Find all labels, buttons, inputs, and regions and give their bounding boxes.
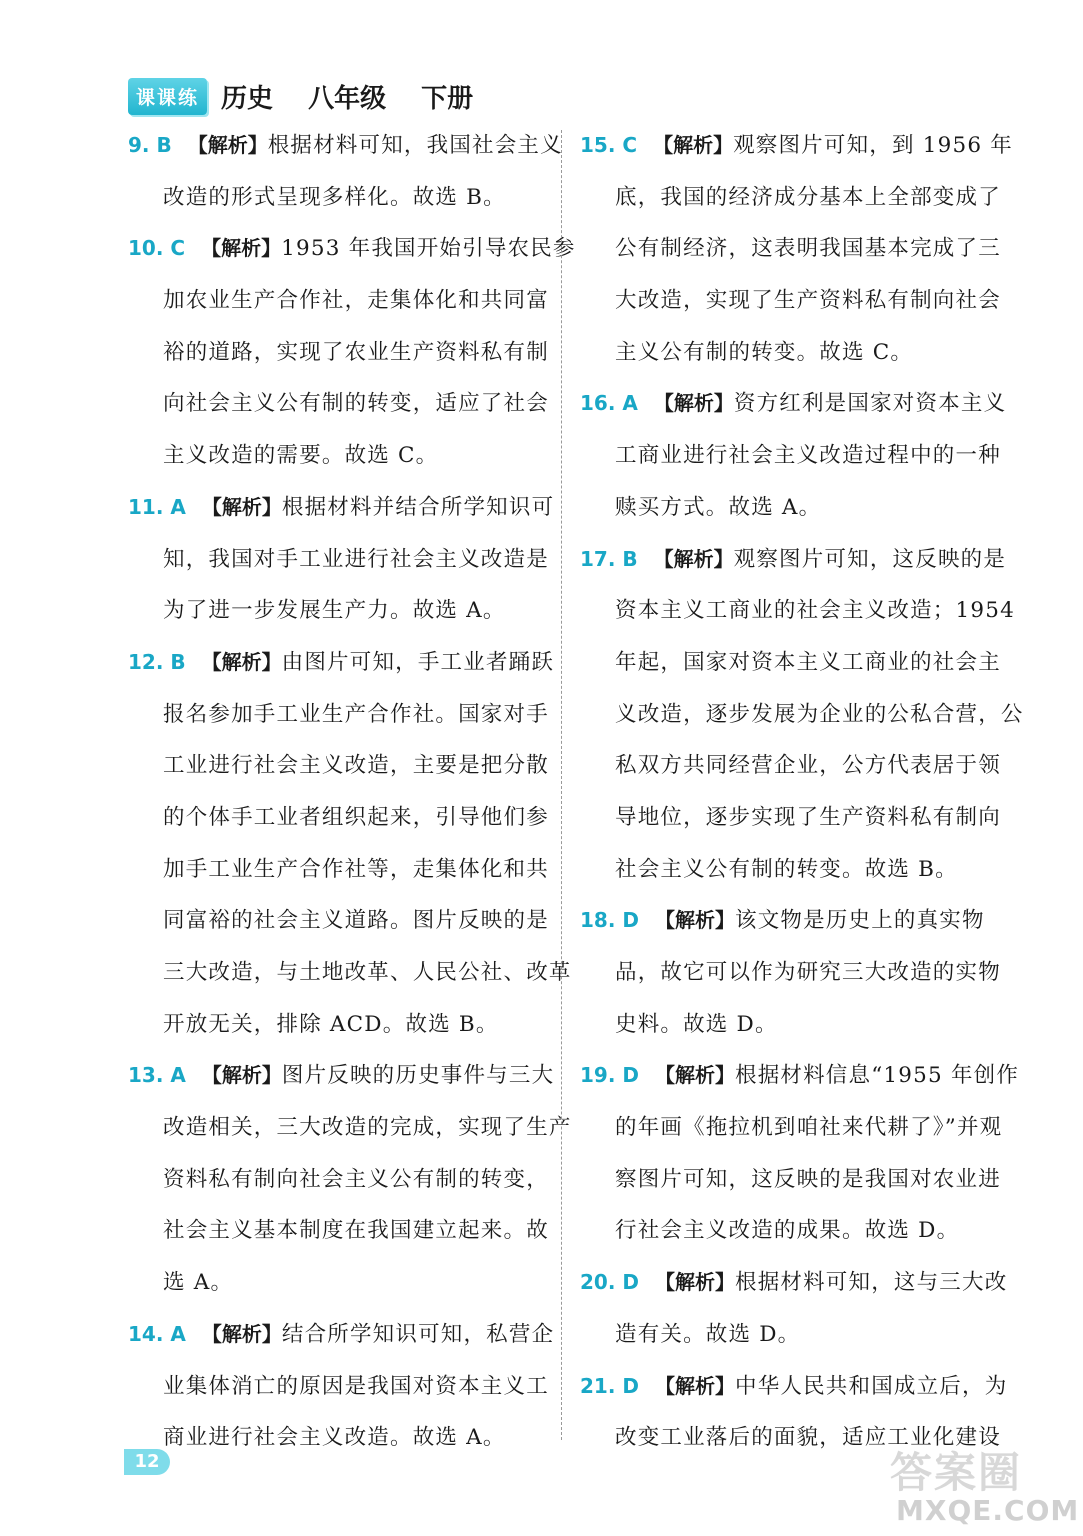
- answer-text: 义改造，逐步发展为企业的公私合营，公: [615, 701, 1024, 727]
- answer-line: [580, 120, 1013, 172]
- answer-text: 结合所学知识可知，私营企: [281, 1321, 555, 1347]
- answer-text: 底，我国的经济成分基本上全部变成了: [615, 184, 1001, 210]
- answer-text: 私双方共同经营企业，公方代表居于领: [615, 753, 1001, 779]
- answer-text: 加手工业生产合作社等，走集体化和共: [163, 856, 549, 882]
- answer-line: [580, 275, 1000, 327]
- answer-line: [128, 1102, 572, 1154]
- answer-text: 裕的道路，实现了农业生产资料私有制: [163, 339, 549, 365]
- answer-line: [128, 585, 548, 637]
- answer-line: [580, 1154, 1000, 1206]
- answer-item: [580, 1257, 1008, 1360]
- answer-line: [580, 327, 1000, 379]
- question-number: 19. D: [580, 1063, 639, 1088]
- answer-text: 年起，国家对资本主义工商业的社会主: [615, 649, 1001, 675]
- answer-text: 资料私有制向社会主义公有制的转变，: [163, 1166, 549, 1192]
- answer-line: [580, 430, 1000, 482]
- answer-item: [580, 120, 1013, 378]
- answer-line: [128, 172, 548, 224]
- answer-line: [580, 792, 1000, 844]
- answer-text: 业集体消亡的原因是我国对资本主义工: [163, 1373, 549, 1399]
- answer-text: 主义公有制的转变。故选 C。: [615, 339, 914, 365]
- analysis-tag: 【解析】: [187, 133, 268, 157]
- page-header: [128, 76, 499, 116]
- page-number: 12: [124, 1449, 170, 1475]
- answer-line: [580, 585, 1016, 637]
- answer-text: 行社会主义改造的成果。故选 D。: [615, 1218, 960, 1244]
- analysis-tag: 【解析】: [655, 1373, 735, 1398]
- answer-text: 察图片可知，这反映的是我国对农业进: [615, 1166, 1001, 1192]
- analysis-tag: 【解析】: [201, 1063, 282, 1088]
- answer-text: 社会主义公有制的转变。故选 B。: [615, 856, 958, 882]
- answer-line: [580, 482, 1000, 534]
- answer-text: 选 A。: [163, 1270, 234, 1296]
- answer-line: [128, 740, 548, 792]
- answer-line: [580, 1361, 1008, 1413]
- analysis-tag: 【解析】: [655, 1270, 735, 1295]
- answer-line: [128, 1309, 555, 1361]
- answer-line: [128, 1257, 548, 1309]
- answer-line: [580, 1257, 1008, 1309]
- answer-text: 赎买方式。故选 A。: [615, 494, 822, 520]
- grade-label: 八年级: [308, 83, 387, 114]
- answer-line: [128, 792, 548, 844]
- book-title: [221, 78, 499, 115]
- answer-text: 公有制经济，这表明我国基本完成了三: [615, 236, 1001, 262]
- answer-line: [128, 689, 548, 741]
- answer-text: 改造的形式呈现多样化。故选 B。: [163, 184, 506, 210]
- answer-text: 中华人民共和国成立后，为: [735, 1373, 1008, 1399]
- analysis-tag: 【解析】: [655, 908, 735, 933]
- answer-line: [580, 895, 1000, 947]
- answer-text: 造有关。故选 D。: [615, 1321, 801, 1347]
- analysis-tag: 【解析】: [201, 1321, 282, 1346]
- answer-text: 观察图片可知，这反映的是: [733, 546, 1007, 572]
- subject-label: 历史: [221, 83, 274, 114]
- answer-line: [128, 482, 555, 534]
- answer-line: [128, 895, 548, 947]
- question-number: 16. A: [580, 391, 638, 416]
- answer-line: [128, 637, 555, 689]
- question-number: 14. A: [128, 1321, 186, 1346]
- answer-text: 开放无关，排除 ACD。故选 B。: [163, 1011, 499, 1037]
- answer-text: 报名参加手工业生产合作社。国家对手: [163, 701, 549, 727]
- analysis-tag: 【解析】: [201, 236, 282, 261]
- answer-text: 该文物是历史上的真实物: [735, 908, 985, 934]
- question-number: 15. C: [580, 133, 638, 157]
- answer-text: 由图片可知，手工业者踊跃: [281, 649, 555, 675]
- question-number: 21. D: [580, 1373, 639, 1398]
- answer-text: 根据材料并结合所学知识可: [281, 494, 555, 520]
- answer-line: [580, 999, 1000, 1051]
- answer-text: 资方红利是国家对资本主义: [733, 391, 1007, 417]
- answer-line: [580, 1050, 1020, 1102]
- answer-line: [128, 223, 576, 275]
- answer-text: 商业进行社会主义改造。故选 A。: [163, 1425, 506, 1451]
- answer-item: [580, 378, 1007, 533]
- answer-text: 向社会主义公有制的转变，适应了社会: [163, 391, 549, 417]
- answer-line: [580, 689, 1024, 741]
- answer-line: [128, 1361, 548, 1413]
- answer-item: [128, 120, 563, 223]
- answer-text: 的个体手工业者组织起来，引导他们参: [163, 804, 549, 830]
- answer-line: [128, 120, 563, 172]
- brand-badge: 课课练: [128, 78, 207, 115]
- watermark-url: MXQE.COM: [896, 1494, 1080, 1527]
- answer-line: [128, 947, 572, 999]
- answer-text: 观察图片可知，到 1956 年: [733, 133, 1013, 158]
- answer-text: 根据材料可知，我国社会主义: [267, 133, 563, 158]
- answer-text: 改造相关，三大改造的完成，实现了生产: [163, 1115, 572, 1141]
- answer-line: [128, 844, 548, 896]
- left-column: [128, 120, 576, 1464]
- answer-text: 工商业进行社会主义改造过程中的一种: [615, 443, 1001, 469]
- answer-line: [128, 534, 548, 586]
- analysis-tag: 【解析】: [653, 391, 734, 416]
- answer-line: [580, 740, 1000, 792]
- answer-item: [580, 895, 1000, 1050]
- answer-line: [128, 327, 548, 379]
- right-column: [580, 120, 1024, 1464]
- analysis-tag: 【解析】: [655, 1063, 735, 1088]
- question-number: 10. C: [128, 236, 186, 261]
- answer-line: [128, 999, 548, 1051]
- answer-text: 资本主义工商业的社会主义改造；1954: [615, 598, 1016, 624]
- answer-line: [580, 637, 1000, 689]
- answer-line: [128, 430, 548, 482]
- answer-text: 品，故它可以作为研究三大改造的实物: [615, 960, 1001, 985]
- answer-line: [580, 223, 1000, 275]
- answer-text: 大改造，实现了生产资料私有制向社会: [615, 288, 1001, 314]
- answer-line: [580, 1102, 1003, 1154]
- question-number: 18. D: [580, 908, 639, 933]
- answer-text: 导地位，逐步实现了生产资料私有制向: [615, 804, 1001, 830]
- question-number: 9. B: [128, 133, 172, 157]
- answer-text: 根据材料可知，这与三大改: [735, 1270, 1008, 1296]
- answer-item: [128, 223, 576, 481]
- answer-text: 加农业生产合作社，走集体化和共同富: [163, 288, 549, 314]
- answer-item: [128, 482, 555, 637]
- question-number: 17. B: [580, 546, 638, 571]
- answer-text: 同富裕的社会主义道路。图片反映的是: [163, 908, 549, 934]
- answer-line: [580, 1205, 1000, 1257]
- answer-line: [580, 1309, 1000, 1361]
- analysis-tag: 【解析】: [653, 133, 734, 157]
- question-number: 20. D: [580, 1270, 639, 1295]
- answer-item: [128, 1050, 572, 1308]
- answer-text: 主义改造的需要。故选 C。: [163, 443, 439, 469]
- answer-line: [580, 844, 1000, 896]
- analysis-tag: 【解析】: [201, 494, 282, 519]
- watermark-text: 答案圈: [890, 1448, 1023, 1497]
- column-divider: [561, 130, 562, 1440]
- answer-text: 知，我国对手工业进行社会主义改造是: [163, 546, 549, 572]
- answer-item: [128, 637, 572, 1051]
- answer-line: [128, 1205, 548, 1257]
- answer-text: 根据材料信息“1955 年创作: [735, 1063, 1020, 1089]
- question-number: 12. B: [128, 649, 186, 674]
- answer-item: [580, 1050, 1020, 1257]
- answer-text: 图片反映的历史事件与三大: [281, 1063, 555, 1089]
- answer-item: [580, 534, 1024, 896]
- watermark-logo: [890, 1440, 1080, 1530]
- answer-text: 史料。故选 D。: [615, 1011, 778, 1037]
- analysis-tag: 【解析】: [201, 649, 282, 674]
- answer-line: [580, 534, 1007, 586]
- answer-text: 1953 年我国开始引导农民参: [281, 236, 576, 262]
- analysis-tag: 【解析】: [653, 546, 734, 571]
- volume-label: 下册: [421, 83, 474, 114]
- answer-line: [128, 1412, 548, 1464]
- answer-text: 工业进行社会主义改造，主要是把分散: [163, 753, 549, 779]
- question-number: 11. A: [128, 494, 186, 519]
- answer-text: 社会主义基本制度在我国建立起来。故: [163, 1218, 549, 1244]
- answer-line: [580, 172, 1000, 224]
- answer-line: [128, 1050, 555, 1102]
- answer-line: [128, 275, 548, 327]
- question-number: 13. A: [128, 1063, 186, 1088]
- answer-text: 三大改造，与土地改革、人民公社、改革: [163, 960, 572, 985]
- answer-line: [580, 378, 1007, 430]
- answer-line: [128, 1154, 548, 1206]
- answer-text: 为了进一步发展生产力。故选 A。: [163, 598, 506, 624]
- answer-line: [128, 378, 548, 430]
- answer-line: [580, 947, 1000, 999]
- answer-text: 改变工业落后的面貌，适应工业化建设: [615, 1425, 1001, 1451]
- answer-item: [128, 1309, 555, 1464]
- answer-text: 的年画《拖拉机到咱社来代耕了》”并观: [615, 1115, 1003, 1141]
